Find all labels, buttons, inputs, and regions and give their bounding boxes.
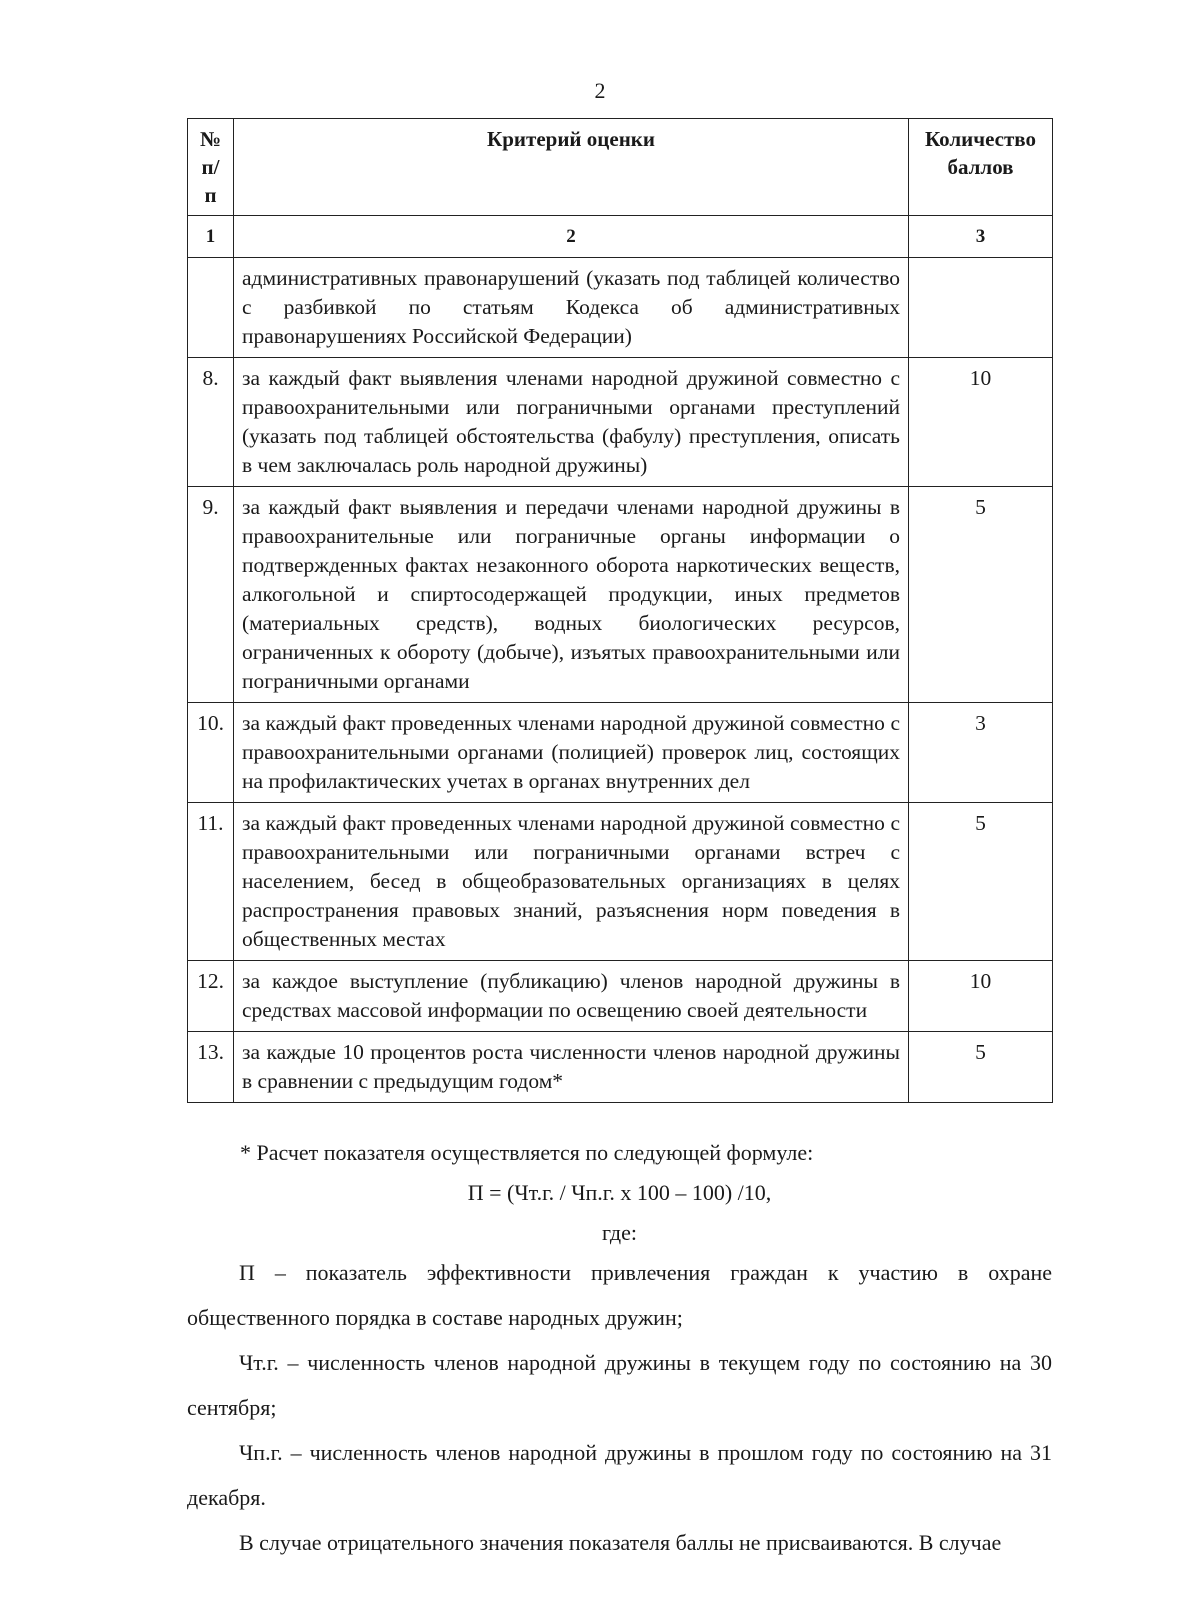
row-points: 5 [909,1032,1053,1103]
row-number: 11. [188,803,234,961]
definition-paragraph: П – показатель эффективности привлечения граждан к участию в охране общественного порядка в составе народных дружин; [187,1260,1052,1330]
row-criterion: за каждый факт проведенных членами народной дружиной совместно с правоохранительными органами (полицией) проверок лиц, состоящих на профилактических учетах в органах внутренних дел [234,703,909,803]
table-row [188,358,1053,487]
row-points: 5 [909,803,1053,961]
footnote: * Расчет показателя осуществляется по следующей формуле: [240,1140,814,1165]
table-row [188,803,1053,961]
row-criterion: за каждый факт выявления и передачи членами народной дружины в правоохранительные или пограничные органы информации о подтвержденных фактах незаконного оборота наркотических веществ, алкогольной и спиртосодержащей продукции, иных предметов (материальных средств), водных биологических ресурсов, ограниченных к обороту (добыче), изъятых правоохранительными или пограничными органами [234,487,909,703]
table-row [188,961,1053,1032]
criteria-table [187,118,1053,1103]
row-criterion: за каждый факт проведенных членами народной дружиной совместно с правоохранительными или пограничными органами встреч с населением, бесед в общеобразовательных организациях в целях распространения правовых знаний, разъяснения норм поведения в общественных местах [234,803,909,961]
row-number [188,258,234,358]
row-points: 5 [909,487,1053,703]
formula: П = (Чт.г. / Чп.г. х 100 – 100) /10, [467,1180,772,1205]
row-number: 8. [188,358,234,487]
row-number: 13. [188,1032,234,1103]
table-row [188,703,1053,803]
row-points: 10 [909,358,1053,487]
definition-paragraph: Чп.г. – численность членов народной дружины в прошлом году по состоянию на 31 декабря. [187,1440,1052,1510]
table-row [188,1032,1053,1103]
closing-paragraph: В случае отрицательного значения показателя баллы не присваиваются. В случае [239,1530,1002,1555]
column-number: 2 [234,216,909,258]
row-number: 9. [188,487,234,703]
header-num: № п/п [188,119,234,216]
row-criterion: за каждое выступление (публикацию) членов народной дружины в средствах массовой информации по освещению своей деятельности [234,961,909,1032]
header-points: Количество баллов [909,119,1053,216]
header-criterion: Критерий оценки [234,119,909,216]
row-criterion: административных правонарушений (указать под таблицей количество с разбивкой по статьям Кодекса об административных правонарушениях Российской Федерации) [234,258,909,358]
row-points: 10 [909,961,1053,1032]
formula-where: где: [602,1220,637,1245]
column-number: 3 [909,216,1053,258]
table-row [188,258,1053,358]
table-row [188,487,1053,703]
definition-paragraph: Чт.г. – численность членов народной дружины в текущем году по состоянию на 30 сентября; [187,1350,1052,1420]
row-points [909,258,1053,358]
row-number: 10. [188,703,234,803]
page-number: 2 [594,78,606,103]
column-number-row [188,216,1053,258]
column-number: 1 [188,216,234,258]
row-number: 12. [188,961,234,1032]
row-criterion: за каждые 10 процентов роста численности членов народной дружины в сравнении с предыдущим годом* [234,1032,909,1103]
row-points: 3 [909,703,1053,803]
row-criterion: за каждый факт выявления членами народной дружиной совместно с правоохранительными или пограничными органами преступлений (указать под таблицей обстоятельства (фабулу) преступления, описать в чем заключалась роль народной дружины) [234,358,909,487]
table-header-row [188,119,1053,216]
